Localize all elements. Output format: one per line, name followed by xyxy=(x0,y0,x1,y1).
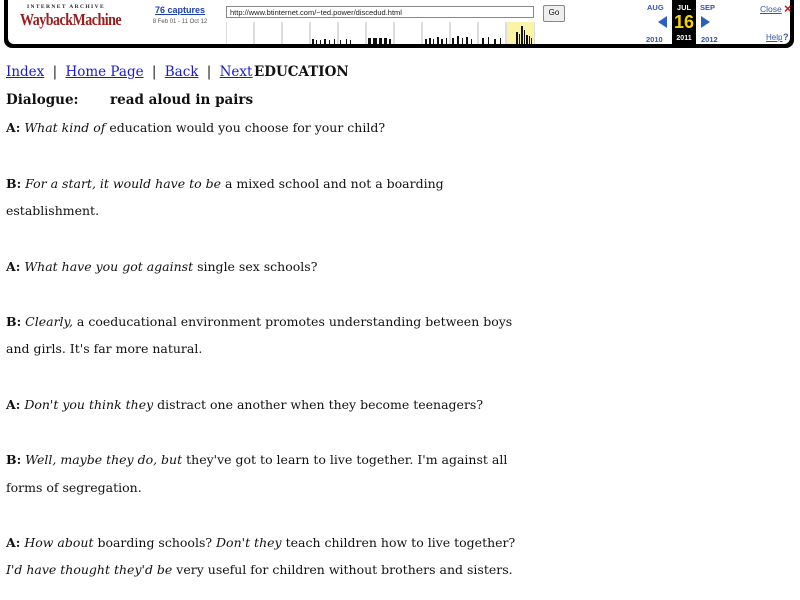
wayback-logo[interactable] xyxy=(20,4,122,40)
dialogue-label: Dialogue: xyxy=(6,92,79,108)
prev-capture-arrow-icon[interactable] xyxy=(658,16,667,28)
line-text: boarding schools? xyxy=(93,535,217,550)
dialogue-instruction: read aloud in pairs xyxy=(110,92,254,108)
nav-home-link[interactable]: Home Page xyxy=(65,64,144,80)
nav-next-link[interactable]: Next xyxy=(219,64,253,80)
go-button[interactable]: Go xyxy=(543,5,565,22)
line-text: single sex schools? xyxy=(193,259,318,274)
prev-year-link[interactable]: 2010 xyxy=(646,35,663,44)
nav-index-link[interactable]: Index xyxy=(6,64,45,80)
italic-phrase: Don't they xyxy=(216,535,282,550)
dialogue-line xyxy=(6,176,444,191)
help-link[interactable]: Help xyxy=(766,33,783,42)
close-link[interactable]: Close xyxy=(760,4,782,14)
line-text: a mixed school and not a boarding xyxy=(221,176,444,191)
dialogue-line xyxy=(6,120,385,135)
italic-phrase: What kind of xyxy=(24,120,106,135)
dialogue-line xyxy=(6,341,202,356)
speaker-label: A: xyxy=(6,535,21,550)
italic-phrase: For a start, it would have to be xyxy=(25,176,221,191)
italic-phrase: Clearly, xyxy=(25,314,73,329)
dialogue-line xyxy=(6,259,317,274)
wayback-toolbar-panel xyxy=(8,0,790,44)
dialogue-line xyxy=(6,535,515,550)
dialogue-line xyxy=(6,314,512,329)
speaker-label: B: xyxy=(6,176,22,191)
speaker-label: A: xyxy=(6,120,21,135)
speaker-label: B: xyxy=(6,314,22,329)
dialogue-line xyxy=(6,452,507,467)
dialogue-line xyxy=(6,480,142,495)
italic-phrase: Don't you think they xyxy=(24,397,154,412)
line-text: a coeducational environment promotes understanding between boys xyxy=(72,314,513,329)
page-nav xyxy=(6,64,252,80)
help-icon[interactable]: ? xyxy=(783,32,789,42)
line-text: teach children how to live together? xyxy=(281,535,516,550)
nav-separator: | xyxy=(151,64,157,80)
current-month: JUL xyxy=(676,3,692,12)
dialogue-line xyxy=(6,203,99,218)
line-text: forms of segregation. xyxy=(6,480,142,495)
wayback-logo-main: WaybackMachine xyxy=(20,12,122,30)
line-text: education would you choose for your child? xyxy=(105,120,386,135)
nav-back-link[interactable]: Back xyxy=(164,64,199,80)
line-text: distract one another when they become teenagers? xyxy=(153,397,484,412)
speaker-label: B: xyxy=(6,452,22,467)
captures-link[interactable]: 76 captures xyxy=(154,5,206,15)
italic-phrase: Well, maybe they do, but xyxy=(25,452,183,467)
page-title: EDUCATION xyxy=(254,64,349,80)
italic-phrase: I'd have thought they'd be xyxy=(6,562,173,577)
next-capture-arrow-icon[interactable] xyxy=(701,16,710,28)
current-capture-date xyxy=(672,0,696,44)
line-text: establishment. xyxy=(6,203,100,218)
current-day: 16 xyxy=(673,12,695,32)
captures-block xyxy=(140,5,220,25)
url-input[interactable]: http://www.btinternet.com/~ted.power/discedud.html xyxy=(226,6,534,18)
current-year: 2011 xyxy=(676,35,692,42)
prev-month-link[interactable]: AUG xyxy=(647,3,664,12)
line-text: very useful for children without brothers and sisters. xyxy=(172,562,513,577)
nav-separator: | xyxy=(206,64,212,80)
dialogue-line xyxy=(6,562,513,577)
captures-range: 8 Feb 01 - 11 Oct 12 xyxy=(152,19,208,25)
next-month-link[interactable]: SEP xyxy=(700,3,716,12)
calendar-nav xyxy=(645,0,725,44)
wayback-logo-top: INTERNET ARCHIVE xyxy=(26,4,106,10)
capture-sparkline[interactable] xyxy=(226,22,564,44)
italic-phrase: How about xyxy=(24,535,94,550)
dialogue-line xyxy=(6,397,483,412)
close-icon[interactable]: × xyxy=(784,1,792,16)
line-text: they've got to learn to live together. I'm against all xyxy=(182,452,508,467)
speaker-label: A: xyxy=(6,259,21,274)
speaker-label: A: xyxy=(6,397,21,412)
nav-separator: | xyxy=(52,64,58,80)
italic-phrase: What have you got against xyxy=(24,259,194,274)
wayback-toolbar xyxy=(4,0,794,48)
line-text: and girls. It's far more natural. xyxy=(6,341,203,356)
next-year-link[interactable]: 2012 xyxy=(701,35,718,44)
